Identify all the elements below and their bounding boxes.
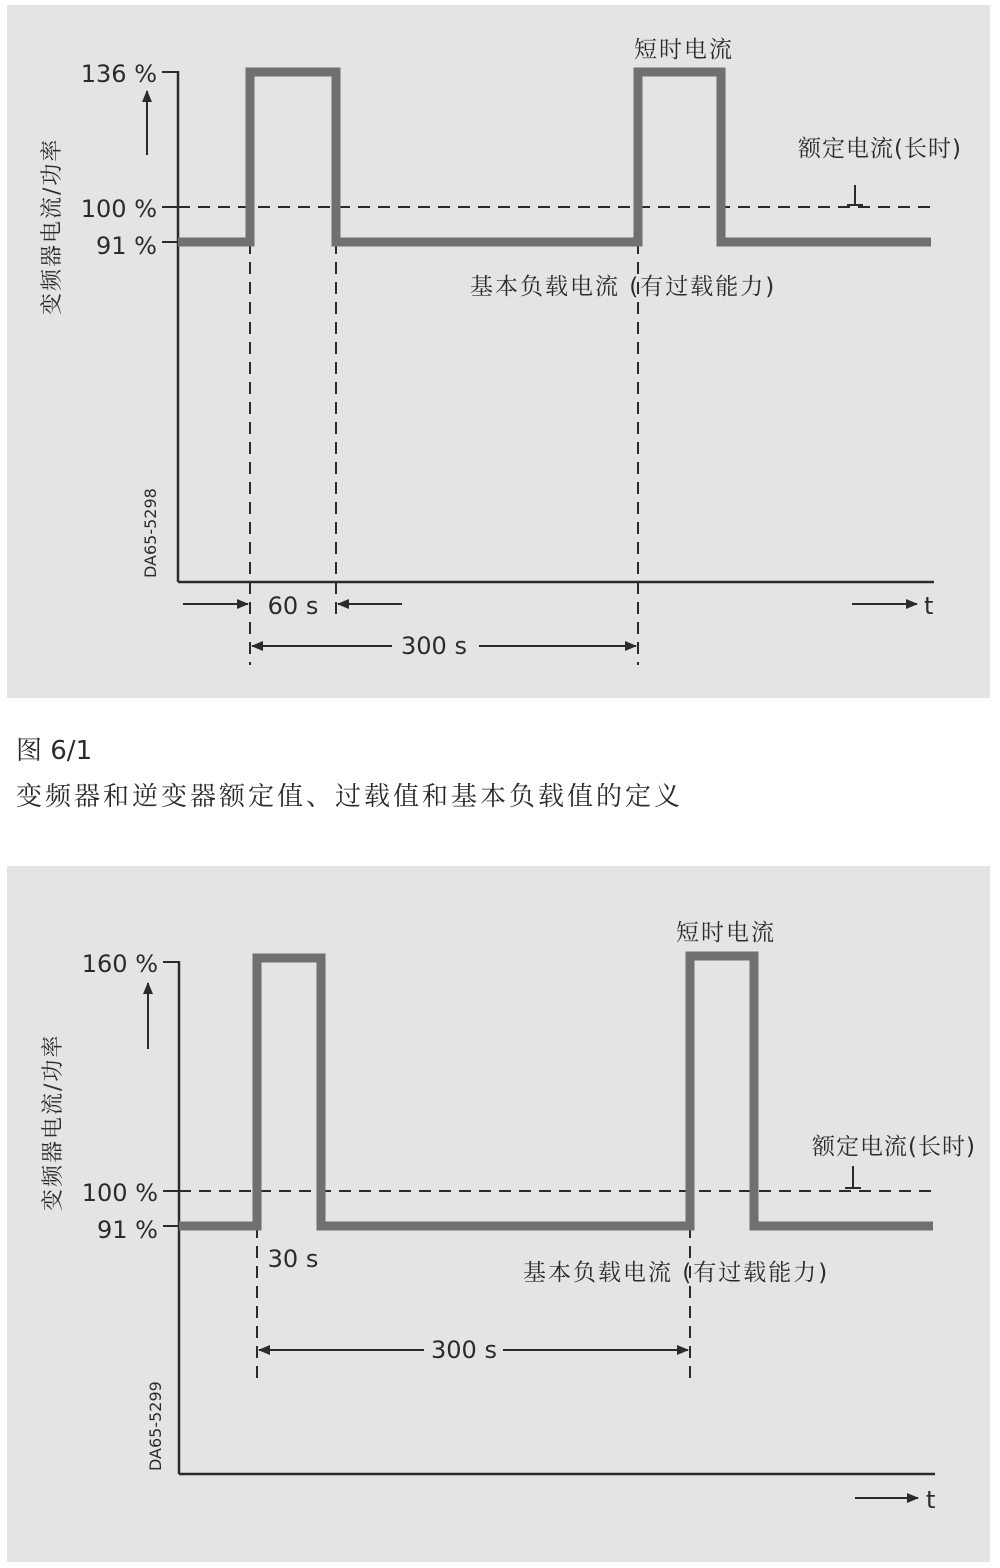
figure-number: 图 6/1	[16, 736, 93, 766]
period-duration-label: 300 s	[431, 1336, 497, 1364]
current-profile	[179, 956, 933, 1226]
diagram-panel-2	[7, 866, 990, 1562]
rated-current-label: 额定电流(长时)	[812, 1134, 976, 1160]
x-axis-label: t	[924, 592, 934, 620]
short-time-current-label: 短时电流	[634, 37, 734, 63]
diagram-1-svg	[7, 5, 990, 698]
tick-label-high: 160 %	[81, 950, 158, 978]
tick-label-base: 91 %	[97, 1216, 158, 1244]
diagram-code: DA65-5299	[146, 1381, 165, 1471]
x-axis-label: t	[926, 1486, 936, 1514]
base-load-current-label: 基本负载电流 (有过载能力)	[523, 1260, 830, 1286]
diagram-code: DA65-5298	[141, 488, 160, 578]
tick-label-rated: 100 %	[80, 195, 157, 223]
tick-label-base: 91 %	[96, 232, 157, 260]
diagram-panel-1	[7, 5, 990, 698]
period-duration-label: 300 s	[401, 632, 467, 660]
y-axis-label: 变频器电流/功率	[40, 137, 65, 315]
overload-duration-label: 60 s	[267, 592, 319, 620]
diagram-2-svg	[7, 866, 990, 1562]
y-axis-label: 变频器电流/功率	[41, 1033, 66, 1211]
tick-label-high: 136 %	[80, 60, 157, 88]
tick-label-rated: 100 %	[81, 1179, 158, 1207]
base-load-current-label: 基本负载电流 (有过载能力)	[470, 274, 777, 300]
rated-current-label: 额定电流(长时)	[798, 136, 962, 162]
figure-title: 变频器和逆变器额定值、过载值和基本负载值的定义	[16, 782, 684, 812]
overload-duration-label: 30 s	[267, 1245, 319, 1273]
short-time-current-label: 短时电流	[676, 920, 776, 946]
